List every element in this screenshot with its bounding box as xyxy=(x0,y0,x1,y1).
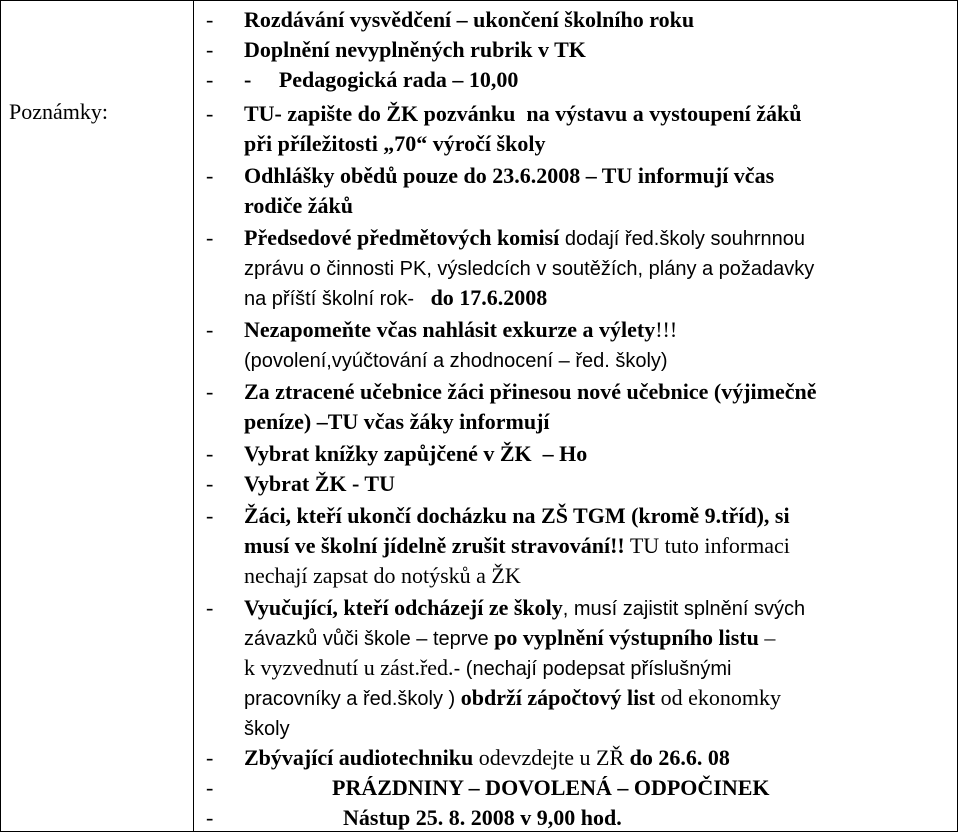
note-text xyxy=(244,531,790,560)
text-segment: Odhlášky obědů pouze do 23.6.2008 – TU informují včas xyxy=(244,163,775,188)
text-segment: peníze) –TU včas žáky informují xyxy=(244,409,550,434)
text-segment: na příští školní rok- xyxy=(244,288,415,310)
note-text xyxy=(244,5,694,34)
text-segment: Nástup 25. 8. 2008 v 9,00 hod. xyxy=(244,805,622,830)
text-segment: závazků vůči škole – teprve xyxy=(244,628,495,650)
note-text xyxy=(244,593,805,624)
note-text xyxy=(244,407,550,436)
label-cell xyxy=(1,1,194,831)
text-segment: , musí zajistit splnění svých xyxy=(562,598,806,620)
text-segment: - (nechají podepsat příslušnými xyxy=(453,658,732,680)
bullet-dash: - xyxy=(206,101,214,126)
note-text xyxy=(244,35,586,64)
text-segment: Vyučující, kteří odcházejí ze školy xyxy=(244,595,563,620)
text-segment: obdrží zápočtový list xyxy=(460,685,656,710)
note-text xyxy=(244,315,677,344)
text-segment: Předsedové předmětových komisí xyxy=(244,225,560,250)
text-segment: (povolení,vyúčtování a zhodnocení – řed. školy) xyxy=(244,350,668,372)
text-segment: k vyzvednutí u zást.řed. xyxy=(244,655,454,680)
note-text xyxy=(244,469,395,498)
note-text xyxy=(244,713,290,744)
text-segment: TU tuto informaci xyxy=(624,533,790,558)
note-text xyxy=(244,653,731,684)
text-segment: odevzdejte u ZŘ xyxy=(473,745,630,770)
note-text xyxy=(244,345,668,376)
text-segment: Nezapomeňte včas nahlásit exkurze a výlety xyxy=(244,317,656,342)
note-text xyxy=(244,501,790,530)
text-segment: do 17.6.2008 xyxy=(414,285,548,310)
text-segment: - Pedagogická rada – 10,00 xyxy=(244,67,519,92)
bullet-dash: - xyxy=(206,805,214,830)
bullet-dash: - xyxy=(206,471,214,496)
text-segment: !!! xyxy=(655,317,678,342)
note-text xyxy=(244,283,547,314)
note-text xyxy=(244,773,770,802)
note-text xyxy=(244,129,545,158)
text-segment: Za ztracené učebnice žáci přinesou nové učebnice (výjimečně xyxy=(244,379,817,404)
text-segment: do 26.6. 08 xyxy=(629,745,730,770)
text-segment: Vybrat knížky zapůjčené v ŽK – Ho xyxy=(244,441,588,466)
note-text xyxy=(244,65,518,94)
bullet-dash: - xyxy=(206,775,214,800)
note-text xyxy=(244,191,353,220)
text-segment: Doplnění nevyplněných rubrik v TK xyxy=(244,37,586,62)
note-text xyxy=(244,439,587,468)
bullet-dash: - xyxy=(206,745,214,770)
text-segment: rodiče žáků xyxy=(244,193,353,218)
bullet-dash: - xyxy=(206,441,214,466)
text-segment: dodají řed.školy souhrnnou xyxy=(559,228,806,250)
bullet-dash: - xyxy=(206,595,214,620)
text-segment: PRÁZDNINY – DOVOLENÁ – ODPOČINEK xyxy=(244,775,770,800)
text-segment: po vyplnění výstupního listu xyxy=(494,625,759,650)
notes-label: Poznámky: xyxy=(9,99,108,124)
bullet-dash: - xyxy=(206,37,214,62)
bullet-dash: - xyxy=(206,379,214,404)
note-text xyxy=(244,803,622,832)
bullet-dash: - xyxy=(206,163,214,188)
text-segment: Rozdávání vysvědčení – ukončení školního roku xyxy=(244,7,695,32)
note-text xyxy=(244,223,805,254)
note-text xyxy=(244,623,775,654)
text-segment: Žáci, kteří ukončí docházku na ZŠ TGM (kromě 9. xyxy=(244,503,722,528)
text-segment: školy xyxy=(244,718,290,740)
note-text xyxy=(244,743,730,772)
text-segment: tříd xyxy=(721,503,757,528)
bullet-dash: - xyxy=(206,225,214,250)
text-segment: musí ve školní jídelně zrušit stravování!! xyxy=(244,533,625,558)
text-segment: při příležitosti „70“ výročí školy xyxy=(244,131,546,156)
text-segment: TU- zapište do ŽK pozvánku na výstavu a vystoupení žáků xyxy=(244,101,802,126)
bullet-dash: - xyxy=(206,317,214,342)
note-text xyxy=(244,161,774,190)
note-text xyxy=(244,253,814,284)
text-segment: Zbývající audiotechniku xyxy=(244,745,474,770)
notes-content-cell xyxy=(194,1,959,831)
note-text xyxy=(244,99,801,128)
text-segment: od ekonomky xyxy=(655,685,781,710)
bullet-dash: - xyxy=(206,503,214,528)
note-text xyxy=(244,683,781,714)
text-segment: – xyxy=(758,625,776,650)
bullet-dash: - xyxy=(206,67,214,92)
text-segment: pracovníky a řed.školy ) xyxy=(244,688,461,710)
text-segment: ), si xyxy=(756,503,790,528)
text-segment: zprávu o činnosti PK, výsledcích v soutěžích, plány a požadavky xyxy=(244,258,815,280)
text-segment: Vybrat ŽK - TU xyxy=(244,471,395,496)
note-text xyxy=(244,377,816,406)
text-segment: nechají zapsat do notýsků a ŽK xyxy=(244,563,521,588)
note-text xyxy=(244,561,521,590)
bullet-dash: - xyxy=(206,7,214,32)
